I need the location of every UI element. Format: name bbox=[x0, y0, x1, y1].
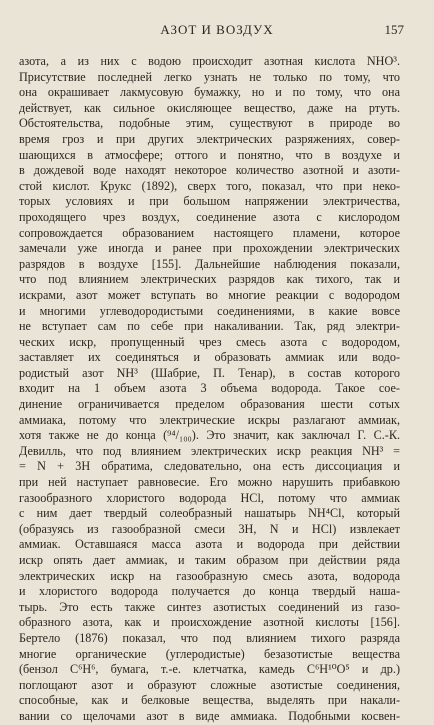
text-line: образного азота, как и происхождение азотной кислоты [156]. bbox=[19, 615, 400, 630]
text-line: с ним дает твердый солеобразный нашатырь NH⁴Cl, который bbox=[19, 506, 400, 521]
running-title: АЗОТ И ВОЗДУХ bbox=[160, 22, 274, 37]
text-line: азота, а из них с водою происходит азотная кислота NHO³. bbox=[19, 54, 400, 68]
text-line: многие органические (углеродистые) безазотистые вещества bbox=[19, 646, 400, 661]
text-line: Девилль, что под влиянием электрических искр реакция NH³ = bbox=[19, 443, 400, 458]
text-line: динение ограничивается пределом образования шести сотых bbox=[19, 397, 400, 412]
text-line: Обстоятельства, подобные этим, существуют в природе во bbox=[19, 116, 400, 131]
text-line: вании со щелочами азот в виде аммиака. Подобными косвен- bbox=[19, 708, 400, 723]
text-line: (образуясь из газообразной смеси 3H, N и HCl) извлекает bbox=[19, 521, 400, 536]
text-line: способные, как и белковые вещества, выделять при накали- bbox=[19, 693, 400, 708]
text-line: что под влиянием электрических разрядов как тихого, так и bbox=[19, 272, 400, 287]
text-line: проходящего чрез воздух, соединение азота с кислородом bbox=[19, 209, 400, 224]
text-line: разрядов в воздухе [155]. Дальнейшие наблюдения показали, bbox=[19, 256, 400, 271]
text-line: искрами, азот может вступать во многие реакции с водородом bbox=[19, 287, 400, 302]
text-line: хотя также не до конца (⁹⁴/₁₀₀). Это значит, как заключал Г. С.-К. bbox=[19, 428, 400, 443]
text-line: в дождевой воде находят некоторое количество азотной и азоти- bbox=[19, 163, 400, 178]
text-line: время гроз и при других электрических разряжениях, совер- bbox=[19, 131, 400, 146]
text-line: (бензол C⁶H⁶, бумага, т.-е. клетчатка, камедь C⁶H¹⁰O⁵ и др.) bbox=[19, 662, 400, 677]
text-line: заставляет их соединяться и образовать аммиак или водо- bbox=[19, 350, 400, 365]
text-line: и хлористого водорода получается до конца твердый наша- bbox=[19, 584, 400, 599]
text-line: и многими углеводородистыми соединениями, в какие вовсе bbox=[19, 303, 400, 318]
text-line: тырь. Это есть также синтез азотистых соединений из газо- bbox=[19, 599, 400, 614]
text-line: входит на 1 объем азота 3 объема водорода. Такое сое- bbox=[19, 381, 400, 396]
text-line: газообразного хлористого водорода HCl, потому что аммиак bbox=[19, 490, 400, 505]
text-line: аммиак. Оставшаяся масса азота и водорода при действии bbox=[19, 537, 400, 552]
text-line: шающихся в атмосфере; оттого и понятно, что в воздухе и bbox=[19, 147, 400, 162]
text-line: замечали уже иногда и ранее при прохождении электрических bbox=[19, 241, 400, 256]
page-number: 157 bbox=[384, 22, 404, 37]
text-line: Бертело (1876) показал, что под влиянием тихого разряда bbox=[19, 630, 400, 645]
text-line: электрических искр на газообразную смесь азота, водорода bbox=[19, 568, 400, 583]
text-line: она окрашивает лакмусовую бумажку, но и по тому, что она bbox=[19, 85, 400, 100]
text-line: Присутствие последней легко узнать не только по тому, что bbox=[19, 69, 400, 84]
body-text bbox=[19, 54, 400, 723]
text-line: торых условиях и при большом напряжении электричества, bbox=[19, 194, 400, 209]
text-line: не вступает сам по себе при накаливании. Так, ряд электри- bbox=[19, 319, 400, 334]
text-line: аммиака, потому что электрические искры разлагают аммиак, bbox=[19, 412, 400, 427]
text-line: при ней наступает равновесие. Его можно нарушить прибавкою bbox=[19, 475, 400, 490]
text-line: искр опять дает аммиак, и таким образом при действии ряда bbox=[19, 553, 400, 567]
text-line: ческих искр, пропущенный чрез смесь азота с водородом, bbox=[19, 334, 400, 349]
text-line: действует, как сильное окисляющее вещество, даже на ртуть. bbox=[19, 100, 400, 115]
text-line: стой кислот. Крукс (1892), сверх того, показал, что при неко- bbox=[19, 178, 400, 193]
text-line: = N + 3H обратима, следовательно, она есть диссоциация и bbox=[19, 459, 400, 474]
text-line: поглощают азот и образуют сложные азотистые соединения, bbox=[19, 677, 400, 692]
text-line: родистый азот NH³ (Шабрие, П. Тенар), в состав которого bbox=[19, 365, 400, 380]
text-line: сопровождается образованием настоящего пламени, которое bbox=[19, 225, 400, 240]
running-header bbox=[0, 22, 434, 42]
